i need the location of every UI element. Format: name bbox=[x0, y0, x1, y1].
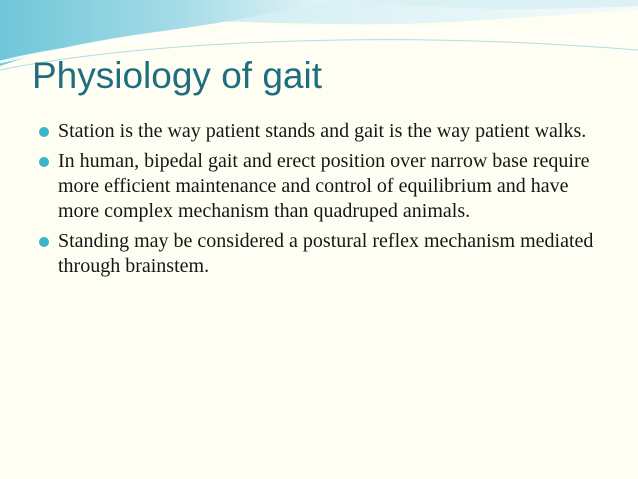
bullet-marker-icon bbox=[39, 237, 49, 247]
bullet-text: In human, bipedal gait and erect position over narrow base require more efficient maintenance and control of equilibrium and have more complex mechanism than quadruped animals. bbox=[58, 150, 590, 222]
bullet-item bbox=[38, 119, 598, 144]
bullet-marker-icon bbox=[39, 127, 49, 137]
bullet-list bbox=[38, 119, 598, 284]
bullet-marker-icon bbox=[39, 157, 49, 167]
bullet-item bbox=[38, 229, 598, 279]
bullet-text: Standing may be considered a postural reflex mechanism mediated through brainstem. bbox=[58, 230, 594, 277]
bullet-text: Station is the way patient stands and gait is the way patient walks. bbox=[58, 120, 587, 142]
bullet-item bbox=[38, 149, 598, 224]
slide-title: Physiology of gait bbox=[32, 55, 323, 96]
